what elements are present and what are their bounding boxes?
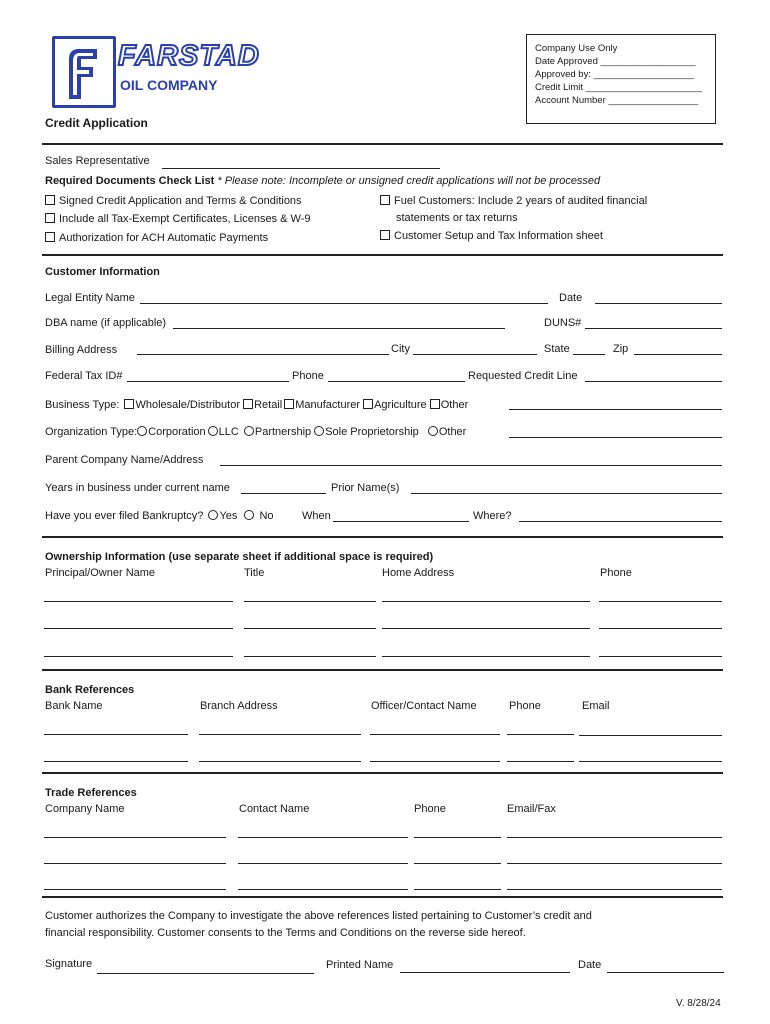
city-label: City: [391, 343, 410, 355]
required-docs-heading: [45, 175, 600, 188]
company-logo: [52, 36, 116, 108]
trade-contact-field[interactable]: [238, 851, 408, 864]
branch-address-field[interactable]: [199, 722, 361, 735]
bt-option-label: Other: [440, 399, 469, 411]
checkbox[interactable]: [430, 399, 440, 409]
divider: [42, 896, 723, 898]
radio[interactable]: [244, 510, 254, 520]
duns-label: DUNS#: [544, 317, 582, 329]
date-label: Date: [559, 292, 583, 304]
logo-f-mark: [55, 39, 113, 105]
radio[interactable]: [137, 426, 147, 436]
signature-date-label: Date: [578, 959, 602, 971]
checkbox[interactable]: [380, 230, 390, 240]
credit-line-label: Requested Credit Line: [468, 370, 578, 382]
parent-company-label: Parent Company Name/Address: [45, 454, 204, 466]
checkbox[interactable]: [45, 232, 55, 242]
col-company-name: Company Name: [45, 803, 125, 815]
signature-date-field[interactable]: [607, 960, 724, 973]
authorization-line-2: financial responsibility. Customer consents to the Terms and Conditions on the reverse side hereof.: [45, 927, 526, 939]
owner-name-field[interactable]: [44, 616, 233, 629]
trade-email-field[interactable]: [507, 851, 722, 864]
org-option-label: LLC: [218, 426, 239, 438]
owner-phone-field[interactable]: [599, 644, 722, 657]
org-option-label: Other: [438, 426, 467, 438]
yes-label: Yes: [219, 510, 238, 522]
checkbox[interactable]: [243, 399, 253, 409]
col-branch-address: Branch Address: [200, 700, 278, 712]
col-bank-email: Email: [582, 700, 610, 712]
org-type-label: Organization Type:: [45, 426, 138, 438]
where-field[interactable]: [519, 509, 722, 522]
req-label: Authorization for ACH Automatic Payments: [59, 232, 269, 244]
logo-subtitle: OIL COMPANY: [120, 77, 218, 93]
req-label: Include all Tax-Exempt Certificates, Licenses & W-9: [59, 213, 311, 225]
office-use-title: Company Use Only: [535, 43, 618, 54]
prior-names-field[interactable]: [411, 481, 722, 494]
bankruptcy-label: Have you ever filed Bankruptcy?: [45, 510, 204, 522]
owner-phone-field[interactable]: [599, 616, 722, 629]
dba-field[interactable]: [173, 316, 505, 329]
when-field[interactable]: [333, 509, 469, 522]
credit-line-field[interactable]: [585, 369, 722, 382]
req-item-ach[interactable]: [45, 232, 268, 245]
trade-phone-field[interactable]: [414, 851, 501, 864]
owner-name-field[interactable]: [44, 589, 233, 602]
bank-email-field[interactable]: [579, 749, 722, 762]
col-title: Title: [244, 567, 265, 579]
no-label: No: [259, 510, 274, 522]
col-trade-phone: Phone: [414, 803, 446, 815]
business-type-other-field[interactable]: [509, 397, 722, 410]
bank-phone-field[interactable]: [507, 722, 574, 735]
required-docs-note: * Please note: Incomplete or unsigned credit applications will not be processed: [217, 175, 601, 187]
req-label: Fuel Customers: Include 2 years of audited financial: [394, 195, 648, 207]
trade-contact-field[interactable]: [238, 877, 408, 890]
dba-label: DBA name (if applicable): [45, 317, 167, 329]
when-label: When: [302, 510, 331, 522]
col-contact-name: Contact Name: [239, 803, 310, 815]
zip-field[interactable]: [634, 342, 722, 355]
bt-option-label: Manufacturer: [295, 399, 361, 411]
bank-name-field[interactable]: [44, 722, 188, 735]
date-field[interactable]: [595, 291, 722, 304]
office-date-approved: Date Approved __________________: [535, 56, 696, 67]
checkbox[interactable]: [284, 399, 294, 409]
billing-address-field[interactable]: [137, 342, 389, 355]
col-phone: Phone: [600, 567, 632, 579]
trade-company-field[interactable]: [44, 851, 226, 864]
trade-company-field[interactable]: [44, 825, 226, 838]
sales-rep-label: Sales Representative: [45, 155, 150, 167]
bt-option-label: Retail: [254, 399, 283, 411]
owner-title-field[interactable]: [244, 644, 376, 657]
divider: [42, 143, 723, 145]
officer-field[interactable]: [370, 749, 500, 762]
document-title: Credit Application: [45, 116, 148, 130]
state-field[interactable]: [573, 342, 605, 355]
customer-info-heading: Customer Information: [45, 266, 160, 278]
col-officer: Officer/Contact Name: [371, 700, 477, 712]
trade-references-heading: Trade References: [45, 787, 137, 799]
billing-address-label: Billing Address: [45, 344, 118, 356]
office-approved-by: Approved by: ___________________: [535, 69, 695, 80]
org-option-label: Corporation: [148, 426, 206, 438]
prior-names-label: Prior Name(s): [331, 482, 400, 494]
org-option-label: Sole Proprietorship: [325, 426, 419, 438]
org-type-other-field[interactable]: [509, 425, 722, 438]
radio[interactable]: [244, 426, 254, 436]
bt-option-label: Agriculture: [374, 399, 427, 411]
office-credit-limit: Credit Limit ______________________: [535, 82, 702, 93]
radio[interactable]: [428, 426, 438, 436]
radio[interactable]: [314, 426, 324, 436]
sales-rep-field[interactable]: [162, 156, 440, 169]
owner-address-field[interactable]: [382, 644, 590, 657]
req-item-setup[interactable]: [380, 230, 603, 243]
signature-field[interactable]: [97, 961, 314, 974]
signature-label: Signature: [45, 958, 93, 970]
trade-email-field[interactable]: [507, 825, 722, 838]
req-label: Customer Setup and Tax Information sheet: [394, 230, 603, 242]
business-type-label: Business Type:: [45, 399, 120, 411]
radio[interactable]: [208, 510, 218, 520]
req-label: Signed Credit Application and Terms & Conditions: [59, 195, 302, 207]
trade-company-field[interactable]: [44, 877, 226, 890]
city-field[interactable]: [413, 342, 537, 355]
divider: [42, 254, 723, 256]
years-business-field[interactable]: [241, 481, 326, 494]
divider: [42, 772, 723, 774]
col-principal: Principal/Owner Name: [45, 567, 156, 579]
owner-name-field[interactable]: [44, 644, 233, 657]
ownership-heading: Ownership Information (use separate sheet if additional space is required): [45, 551, 434, 563]
req-item-tax-exempt[interactable]: [45, 213, 310, 226]
trade-contact-field[interactable]: [238, 825, 408, 838]
divider: [42, 536, 723, 538]
years-business-label: Years in business under current name: [45, 482, 230, 494]
trade-phone-field[interactable]: [414, 877, 501, 890]
col-email-fax: Email/Fax: [507, 803, 556, 815]
phone-label: Phone: [292, 370, 324, 382]
legal-entity-label: Legal Entity Name: [45, 292, 135, 304]
req-item-signed[interactable]: [45, 195, 302, 208]
owner-address-field[interactable]: [382, 589, 590, 602]
checkbox[interactable]: [380, 195, 390, 205]
checkbox[interactable]: [45, 213, 55, 223]
trade-phone-field[interactable]: [414, 825, 501, 838]
required-docs-title: Required Documents Check List: [45, 175, 215, 187]
officer-field[interactable]: [370, 722, 500, 735]
printed-name-field[interactable]: [400, 960, 570, 973]
owner-title-field[interactable]: [244, 616, 376, 629]
duns-field[interactable]: [585, 316, 722, 329]
logo-brand: FARSTAD: [118, 40, 260, 72]
authorization-line-1: Customer authorizes the Company to investigate the above references listed pertaining to Customer’s credit and: [45, 910, 592, 922]
tax-id-field[interactable]: [127, 369, 289, 382]
zip-label: Zip: [613, 343, 629, 355]
legal-entity-field[interactable]: [140, 291, 548, 304]
state-label: State: [544, 343, 570, 355]
checkbox[interactable]: [45, 195, 55, 205]
org-option-label: Partnership: [254, 426, 312, 438]
col-bank-phone: Phone: [509, 700, 541, 712]
tax-id-label: Federal Tax ID#: [45, 370, 123, 382]
col-home-address: Home Address: [382, 567, 455, 579]
bank-phone-field[interactable]: [507, 749, 574, 762]
office-use-box: [526, 34, 716, 124]
col-bank-name: Bank Name: [45, 700, 103, 712]
owner-address-field[interactable]: [382, 616, 590, 629]
req-item-fuel[interactable]: [380, 195, 647, 208]
org-type-row: [45, 426, 466, 439]
bt-option-label: Wholesale/Distributor: [135, 399, 241, 411]
bank-email-field[interactable]: [579, 723, 722, 736]
parent-company-field[interactable]: [220, 453, 722, 466]
version-label: V. 8/28/24: [676, 998, 721, 1009]
checkbox[interactable]: [363, 399, 373, 409]
checkbox[interactable]: [124, 399, 134, 409]
owner-title-field[interactable]: [244, 589, 376, 602]
where-label: Where?: [473, 510, 512, 522]
office-account-number: Account Number _________________: [535, 95, 699, 106]
bank-references-heading: Bank References: [45, 684, 135, 696]
radio[interactable]: [208, 426, 218, 436]
business-type-row: [45, 399, 468, 412]
phone-field[interactable]: [328, 369, 465, 382]
bankruptcy-row: [45, 510, 274, 523]
branch-address-field[interactable]: [199, 749, 361, 762]
trade-email-field[interactable]: [507, 877, 722, 890]
req-item-fuel-cont: statements or tax returns: [396, 212, 518, 224]
divider: [42, 669, 723, 671]
bank-name-field[interactable]: [44, 749, 188, 762]
printed-name-label: Printed Name: [326, 959, 394, 971]
owner-phone-field[interactable]: [599, 589, 722, 602]
